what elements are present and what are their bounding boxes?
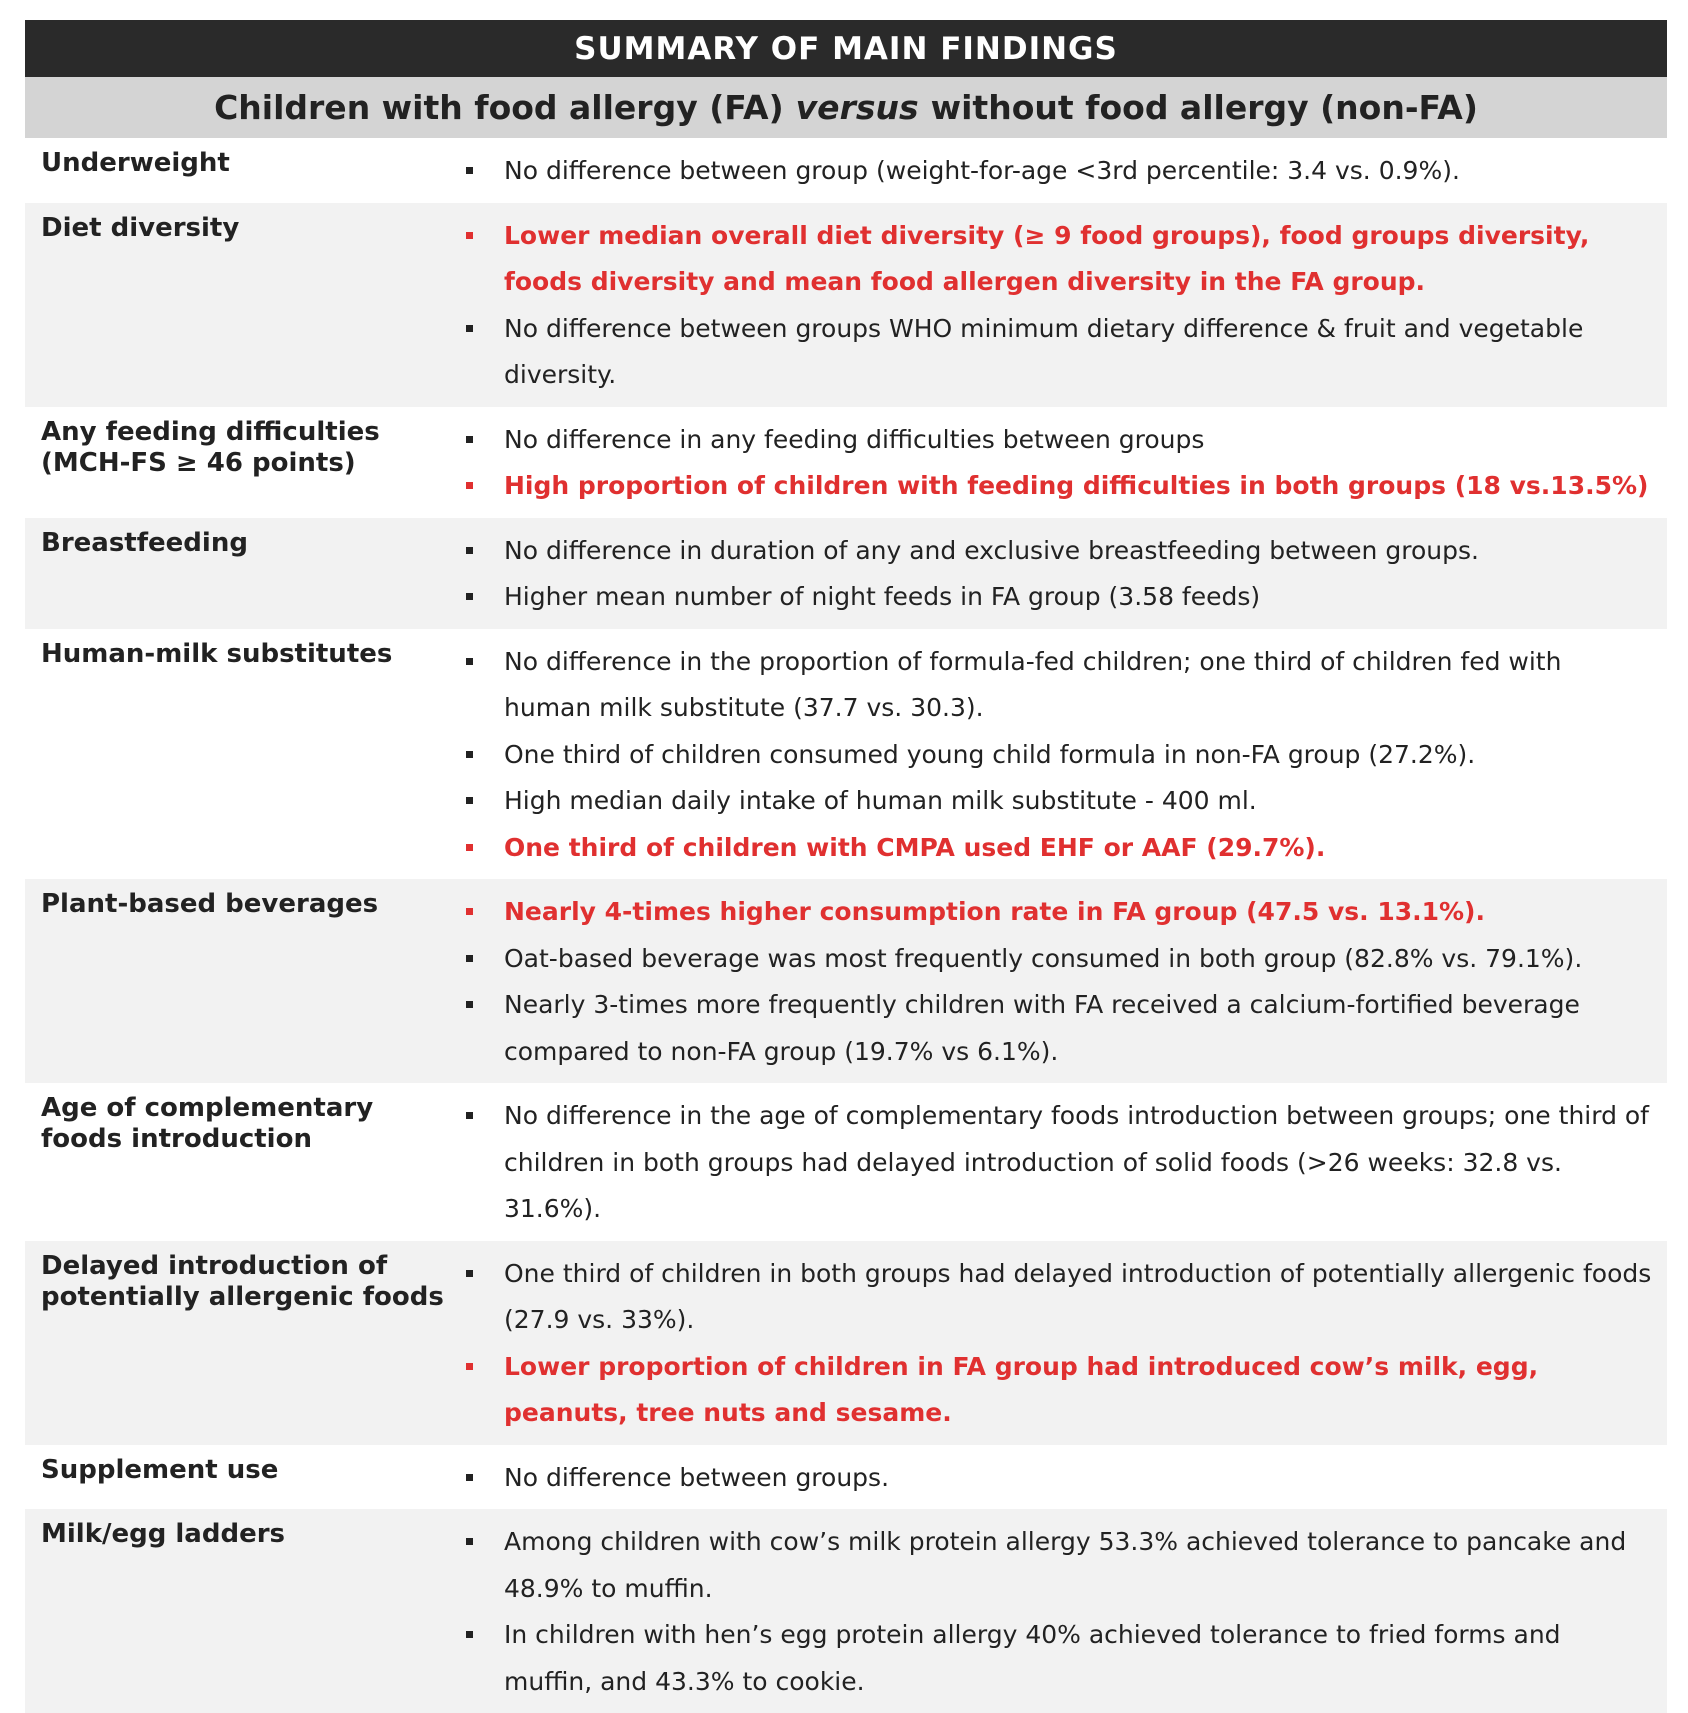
row-label: Breastfeeding xyxy=(41,527,248,558)
table-row xyxy=(25,1241,1667,1445)
finding-item xyxy=(455,778,1667,825)
square-bullet-icon xyxy=(466,908,473,915)
subtitle-emphasis: versus xyxy=(795,88,919,127)
row-label: Human-milk substitutes xyxy=(41,638,393,669)
findings-table xyxy=(25,20,1667,1713)
finding-item xyxy=(455,306,1667,399)
finding-item xyxy=(455,732,1667,779)
finding-list xyxy=(455,417,1667,510)
row-label: Underweight xyxy=(41,148,230,178)
square-bullet-icon xyxy=(466,1538,473,1545)
square-bullet-icon xyxy=(466,1474,473,1481)
finding-item xyxy=(455,936,1667,983)
finding-list xyxy=(455,889,1667,1075)
row-label: Diet diversity xyxy=(41,212,240,243)
square-bullet-icon xyxy=(466,436,473,443)
finding-item xyxy=(455,417,1667,464)
finding-item xyxy=(455,148,1667,195)
finding-list xyxy=(455,1093,1667,1233)
square-bullet-icon xyxy=(466,1363,473,1370)
row-label: Any feeding difficulties (MCH-FS ≥ 46 points) xyxy=(41,416,380,478)
row-label: Supplement use xyxy=(41,1454,279,1485)
finding-text: High median daily intake of human milk substitute - 400 ml. xyxy=(504,786,1257,815)
finding-text: Nearly 4-times higher consumption rate in FA group (47.5 vs. 13.1%). xyxy=(504,897,1485,926)
finding-item xyxy=(455,528,1667,575)
finding-item-highlight xyxy=(455,213,1667,306)
square-bullet-icon xyxy=(466,1270,473,1277)
table-row xyxy=(25,1509,1667,1713)
finding-item xyxy=(455,1455,1667,1502)
finding-text: One third of children in both groups had delayed introduction of potentially allergenic foods (27.9 vs. 33%). xyxy=(504,1258,1652,1334)
square-bullet-icon xyxy=(466,1112,473,1119)
finding-list xyxy=(455,528,1667,621)
table-row xyxy=(25,203,1667,407)
subtitle-after: without food allergy (non-FA) xyxy=(930,88,1478,127)
finding-text: One third of children consumed young child formula in non-FA group (27.2%). xyxy=(504,739,1476,769)
finding-text: Higher mean number of night feeds in FA group (3.58 feeds) xyxy=(504,582,1261,611)
table-title-text: SUMMARY OF MAIN FINDINGS xyxy=(574,30,1118,67)
finding-item-highlight xyxy=(455,825,1667,872)
square-bullet-icon xyxy=(466,167,473,174)
row-label: Plant-based beverages xyxy=(41,889,379,919)
table-row xyxy=(25,879,1667,1083)
finding-item xyxy=(455,574,1667,621)
finding-item xyxy=(455,639,1667,732)
finding-text: Lower median overall diet diversity (≥ 9 food groups), food groups diversity, foods diversity and mean food allergen diversity in the FA group. xyxy=(504,220,1590,296)
square-bullet-icon xyxy=(466,232,473,239)
finding-list xyxy=(455,148,1667,195)
finding-list xyxy=(455,1519,1667,1705)
finding-text: Among children with cow’s milk protein allergy 53.3% achieved tolerance to pancake and 48.9% to muffin. xyxy=(504,1527,1627,1603)
table-row xyxy=(25,1083,1667,1241)
table-title xyxy=(25,20,1667,77)
finding-item xyxy=(455,982,1667,1075)
findings-rows xyxy=(25,138,1667,1713)
table-row xyxy=(25,629,1667,880)
finding-text: High proportion of children with feeding difficulties in both groups (18 vs.13.5%) xyxy=(504,471,1649,500)
square-bullet-icon xyxy=(466,325,473,332)
finding-item xyxy=(455,1612,1667,1705)
row-label: Age of complementary foods introduction xyxy=(41,1093,374,1154)
finding-text: In children with hen’s egg protein allergy 40% achieved tolerance to fried forms and muffin, and 43.3% to cookie. xyxy=(504,1620,1561,1696)
finding-text: Oat-based beverage was most frequently consumed in both group (82.8% vs. 79.1%). xyxy=(504,943,1583,973)
finding-list xyxy=(455,1455,1667,1502)
finding-list xyxy=(455,639,1667,872)
square-bullet-icon xyxy=(466,547,473,554)
square-bullet-icon xyxy=(466,1631,473,1638)
subtitle-before: Children with food allergy (FA) xyxy=(214,88,784,127)
finding-text: No difference in duration of any and exclusive breastfeeding between groups. xyxy=(504,535,1479,565)
row-label: Milk/egg ladders xyxy=(41,1519,286,1549)
square-bullet-icon xyxy=(466,593,473,600)
table-subtitle xyxy=(25,77,1667,138)
finding-list xyxy=(455,1251,1667,1437)
finding-item xyxy=(455,1519,1667,1612)
finding-text: No difference in the age of complementary foods introduction between groups; one third of children in both groups had delayed introduction of solid foods (>26 weeks: 32.8 vs. 31.6%). xyxy=(504,1101,1649,1223)
table-row xyxy=(25,518,1667,629)
square-bullet-icon xyxy=(466,482,473,489)
finding-text: Nearly 3-times more frequently children with FA received a calcium-fortified beverage compared to non-FA group (19.7% vs 6.1%). xyxy=(504,990,1580,1066)
finding-text: No difference in the proportion of formula-fed children; one third of children fed with human milk substitute (37.7 vs. 30.3). xyxy=(504,646,1562,722)
row-label: Delayed introduction of potentially allergenic foods xyxy=(41,1250,444,1312)
finding-item xyxy=(455,1093,1667,1233)
table-row xyxy=(25,407,1667,518)
finding-text: Lower proportion of children in FA group had introduced cow’s milk, egg, peanuts, tree nuts and sesame. xyxy=(504,1351,1539,1427)
finding-text: No difference between groups WHO minimum dietary difference & fruit and vegetable diversity. xyxy=(504,313,1584,389)
finding-item-highlight xyxy=(455,463,1667,510)
square-bullet-icon xyxy=(466,1001,473,1008)
square-bullet-icon xyxy=(466,955,473,962)
finding-text: No difference between groups. xyxy=(504,1462,890,1492)
square-bullet-icon xyxy=(466,844,473,851)
finding-item-highlight xyxy=(455,889,1667,936)
table-row xyxy=(25,138,1667,203)
square-bullet-icon xyxy=(466,751,473,758)
finding-item xyxy=(455,1251,1667,1344)
finding-list xyxy=(455,213,1667,399)
square-bullet-icon xyxy=(466,658,473,665)
finding-text: No difference between group (weight-for-age <3rd percentile: 3.4 vs. 0.9%). xyxy=(504,156,1460,185)
square-bullet-icon xyxy=(466,797,473,804)
table-row xyxy=(25,1445,1667,1510)
finding-text: One third of children with CMPA used EHF or AAF (29.7%). xyxy=(504,832,1326,862)
finding-text: No difference in any feeding difficulties between groups xyxy=(504,424,1205,454)
finding-item-highlight xyxy=(455,1344,1667,1437)
